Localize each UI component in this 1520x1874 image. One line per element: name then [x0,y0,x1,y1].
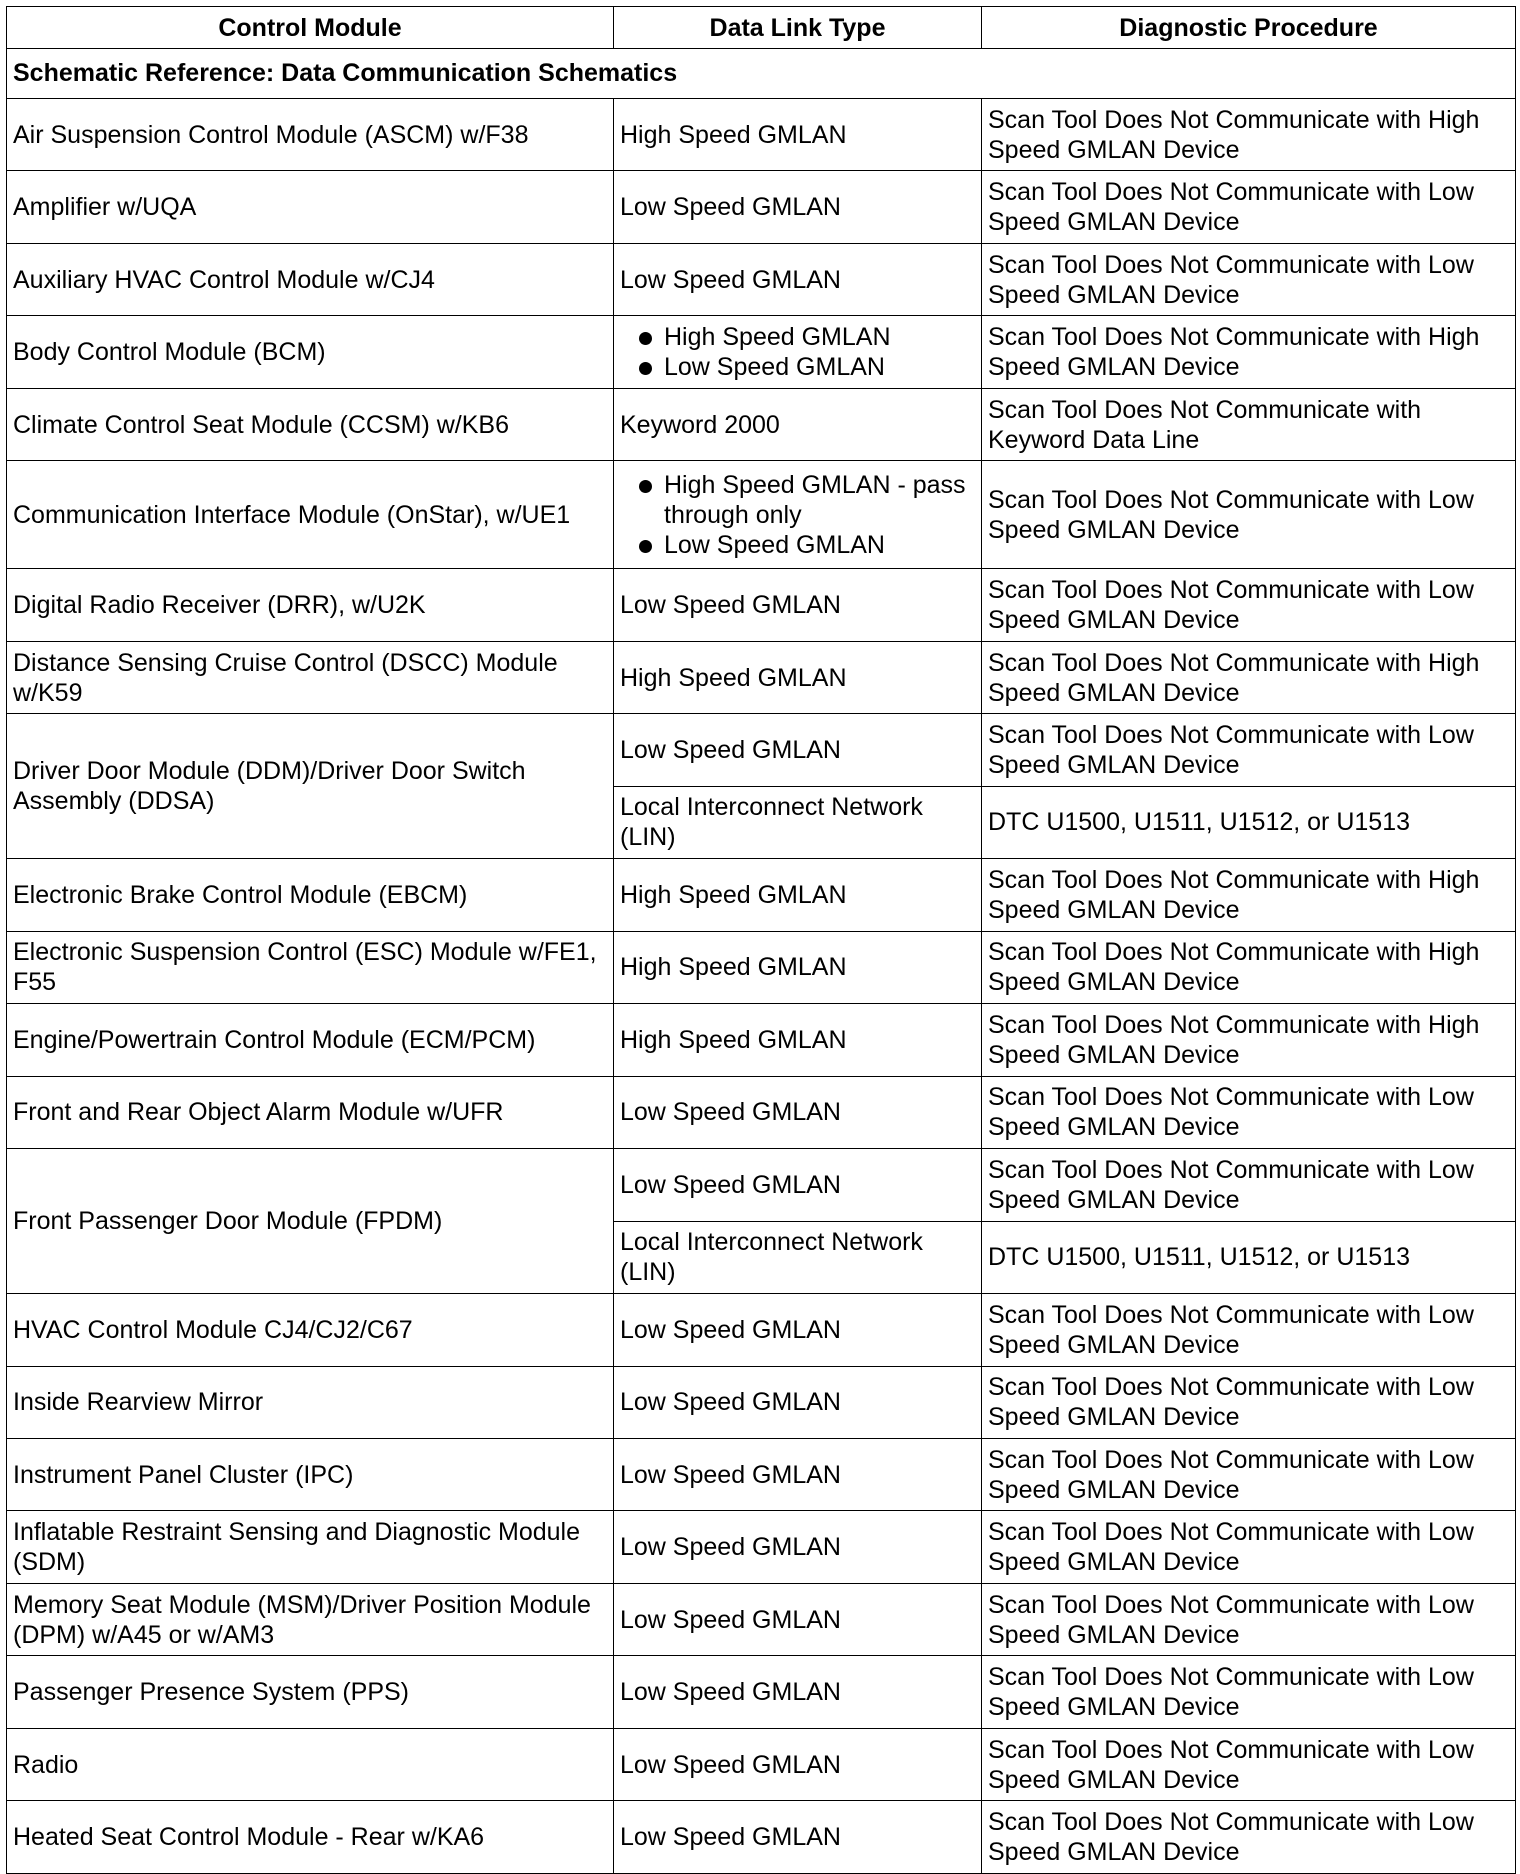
control-module-cell: Electronic Brake Control Module (EBCM) [7,859,614,931]
data-link-type-cell: High Speed GMLAN [614,98,982,170]
diagnostic-procedure-cell: Scan Tool Does Not Communicate with Low Speed GMLAN Device [982,1728,1516,1800]
diagnostic-procedure-cell: Scan Tool Does Not Communicate with High Speed GMLAN Device [982,931,1516,1003]
table-row [7,98,1516,170]
diagnostic-procedure-cell: Scan Tool Does Not Communicate with Low Speed GMLAN Device [982,1801,1516,1874]
control-module-cell: Instrument Panel Cluster (IPC) [7,1438,614,1510]
data-link-type-cell: Low Speed GMLAN [614,714,982,786]
data-link-type-cell: High Speed GMLAN [614,641,982,713]
control-module-table [6,6,1516,1874]
data-link-type-cell: Low Speed GMLAN [614,1366,982,1438]
control-module-cell: Electronic Suspension Control (ESC) Module w/FE1, F55 [7,931,614,1003]
diagnostic-procedure-cell: Scan Tool Does Not Communicate with Low Speed GMLAN Device [982,1438,1516,1510]
control-module-cell: Radio [7,1728,614,1800]
data-link-type-cell: Low Speed GMLAN [614,1294,982,1366]
diagnostic-procedure-cell: Scan Tool Does Not Communicate with High Speed GMLAN Device [982,859,1516,931]
control-module-cell: Inside Rearview Mirror [7,1366,614,1438]
header-diagnostic-procedure: Diagnostic Procedure [982,7,1516,49]
diagnostic-procedure-cell: Scan Tool Does Not Communicate with High Speed GMLAN Device [982,98,1516,170]
schematic-reference-row [7,49,1516,99]
diagnostic-procedure-cell: Scan Tool Does Not Communicate with High Speed GMLAN Device [982,641,1516,713]
control-module-cell: Body Control Module (BCM) [7,316,614,388]
table-row [7,461,1516,569]
control-module-cell: Auxiliary HVAC Control Module w/CJ4 [7,243,614,315]
control-module-cell: Passenger Presence System (PPS) [7,1656,614,1728]
data-link-type-cell: Low Speed GMLAN [614,1656,982,1728]
control-module-cell: HVAC Control Module CJ4/CJ2/C67 [7,1294,614,1366]
table-row [7,1728,1516,1800]
diagnostic-procedure-cell: Scan Tool Does Not Communicate with Low Speed GMLAN Device [982,243,1516,315]
data-link-type-cell: Low Speed GMLAN [614,243,982,315]
data-link-type-cell: High Speed GMLAN [614,1004,982,1076]
data-link-list [620,470,975,560]
data-link-type-cell: Low Speed GMLAN [614,1801,982,1874]
table-row [7,1076,1516,1148]
control-module-cell: Climate Control Seat Module (CCSM) w/KB6 [7,388,614,460]
diagnostic-procedure-cell: Scan Tool Does Not Communicate with Low Speed GMLAN Device [982,461,1516,569]
data-link-type-cell: Low Speed GMLAN [614,171,982,243]
data-link-type-cell: Local Interconnect Network (LIN) [614,1221,982,1293]
data-link-item: Low Speed GMLAN [620,352,975,382]
diagnostic-procedure-cell: Scan Tool Does Not Communicate with Low Speed GMLAN Device [982,1149,1516,1221]
control-module-cell: Amplifier w/UQA [7,171,614,243]
diagnostic-procedure-cell: Scan Tool Does Not Communicate with High Speed GMLAN Device [982,1004,1516,1076]
diagnostic-procedure-cell: Scan Tool Does Not Communicate with Low Speed GMLAN Device [982,1366,1516,1438]
data-link-type-cell: Low Speed GMLAN [614,1149,982,1221]
control-module-cell: Inflatable Restraint Sensing and Diagnostic Module (SDM) [7,1511,614,1583]
diagnostic-procedure-cell: DTC U1500, U1511, U1512, or U1513 [982,786,1516,858]
table-row [7,931,1516,1003]
data-link-type-cell: Low Speed GMLAN [614,1511,982,1583]
diagnostic-procedure-cell: Scan Tool Does Not Communicate with Low Speed GMLAN Device [982,171,1516,243]
header-data-link-type: Data Link Type [614,7,982,49]
diagnostic-procedure-cell: DTC U1500, U1511, U1512, or U1513 [982,1221,1516,1293]
control-module-cell: Memory Seat Module (MSM)/Driver Position Module (DPM) w/A45 or w/AM3 [7,1583,614,1655]
diagnostic-procedure-cell: Scan Tool Does Not Communicate with Low Speed GMLAN Device [982,569,1516,641]
control-module-cell: Engine/Powertrain Control Module (ECM/PCM) [7,1004,614,1076]
data-link-list [620,322,975,382]
table-row [7,641,1516,713]
data-link-type-cell: Low Speed GMLAN [614,569,982,641]
data-link-type-cell: High Speed GMLAN [614,859,982,931]
diagnostic-procedure-cell: Scan Tool Does Not Communicate with Low Speed GMLAN Device [982,714,1516,786]
diagnostic-procedure-cell: Scan Tool Does Not Communicate with Low Speed GMLAN Device [982,1076,1516,1148]
data-link-type-cell [614,461,982,569]
control-module-cell: Heated Seat Control Module - Rear w/KA6 [7,1801,614,1874]
table-row [7,1149,1516,1221]
data-link-type-cell: Low Speed GMLAN [614,1583,982,1655]
table-row [7,1438,1516,1510]
data-link-type-cell: Low Speed GMLAN [614,1076,982,1148]
table-row [7,171,1516,243]
table-row [7,243,1516,315]
header-control-module: Control Module [7,7,614,49]
data-link-type-cell [614,316,982,388]
control-module-cell: Communication Interface Module (OnStar), w/UE1 [7,461,614,569]
control-module-cell: Driver Door Module (DDM)/Driver Door Switch Assembly (DDSA) [7,714,614,859]
table-row [7,1366,1516,1438]
control-module-cell: Distance Sensing Cruise Control (DSCC) Module w/K59 [7,641,614,713]
header-row [7,7,1516,49]
table-row [7,1511,1516,1583]
data-link-item: High Speed GMLAN - pass through only [620,470,975,530]
table-row [7,859,1516,931]
diagnostic-procedure-cell: Scan Tool Does Not Communicate with Low Speed GMLAN Device [982,1583,1516,1655]
control-module-cell: Front Passenger Door Module (FPDM) [7,1149,614,1294]
diagnostic-procedure-cell: Scan Tool Does Not Communicate with Keyword Data Line [982,388,1516,460]
table-row [7,316,1516,388]
table-row [7,1004,1516,1076]
table-row [7,388,1516,460]
table-row [7,1294,1516,1366]
data-link-type-cell: High Speed GMLAN [614,931,982,1003]
diagnostic-procedure-cell: Scan Tool Does Not Communicate with Low Speed GMLAN Device [982,1294,1516,1366]
schematic-reference: Schematic Reference: Data Communication Schematics [7,49,1516,99]
data-link-item: Low Speed GMLAN [620,530,975,560]
control-module-cell: Front and Rear Object Alarm Module w/UFR [7,1076,614,1148]
control-module-cell: Digital Radio Receiver (DRR), w/U2K [7,569,614,641]
data-link-type-cell: Low Speed GMLAN [614,1438,982,1510]
data-link-type-cell: Keyword 2000 [614,388,982,460]
table-row [7,714,1516,786]
table-row [7,1656,1516,1728]
table-row [7,1583,1516,1655]
control-module-cell: Air Suspension Control Module (ASCM) w/F38 [7,98,614,170]
data-link-type-cell: Local Interconnect Network (LIN) [614,786,982,858]
data-link-type-cell: Low Speed GMLAN [614,1728,982,1800]
diagnostic-procedure-cell: Scan Tool Does Not Communicate with Low Speed GMLAN Device [982,1511,1516,1583]
diagnostic-procedure-cell: Scan Tool Does Not Communicate with Low Speed GMLAN Device [982,1656,1516,1728]
table-row [7,569,1516,641]
table-row [7,1801,1516,1874]
diagnostic-procedure-cell: Scan Tool Does Not Communicate with High Speed GMLAN Device [982,316,1516,388]
data-link-item: High Speed GMLAN [620,322,975,352]
